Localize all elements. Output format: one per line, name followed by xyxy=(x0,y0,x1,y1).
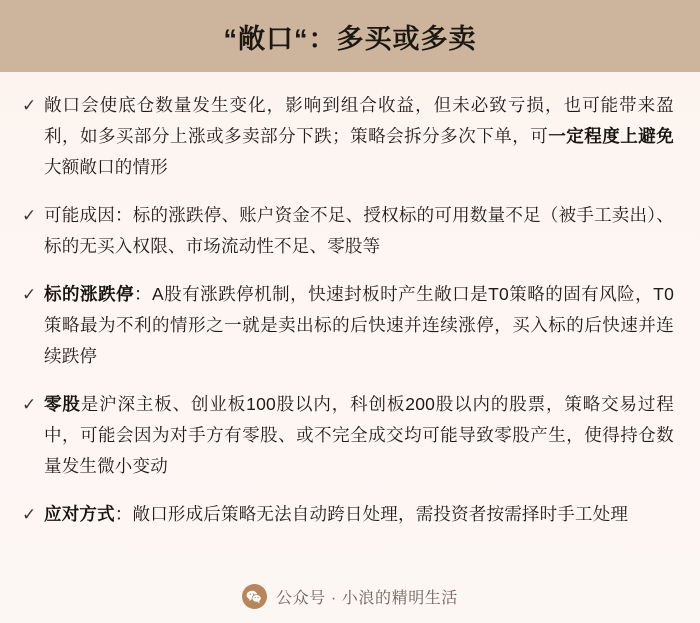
page-title: “敞口“：多买或多卖 xyxy=(223,23,477,54)
list-item xyxy=(22,200,674,262)
footer xyxy=(0,584,700,609)
wechat-icon xyxy=(242,584,267,609)
check-icon: ✓ xyxy=(22,505,37,525)
check-icon: ✓ xyxy=(22,285,37,305)
list-item-text xyxy=(44,389,674,482)
text-segment: 可能成因：标的涨跌停、账户资金不足、授权标的可用数量不足（被手工卖出）、标的无买入权限、市场流动性不足、零股等 xyxy=(44,205,674,256)
list-item xyxy=(22,90,674,183)
list-item xyxy=(22,389,674,482)
list-item-text xyxy=(44,200,674,262)
text-segment: 是沪深主板、创业板100股以内，科创板200股以内的股票，策略交易过程中，可能会因为对手方有零股、或不完全成交均可能导致零股产生，使得持仓数量发生微小变动 xyxy=(44,394,674,476)
check-icon: ✓ xyxy=(22,96,37,116)
title-bar xyxy=(0,0,700,72)
list-item xyxy=(22,499,674,530)
bullet-list xyxy=(0,72,700,530)
list-item-text xyxy=(44,279,674,372)
text-segment: 敞口会使底仓数量发生变化，影响到组合收益，但未必致亏损，也可能带来盈利，如多买部分上涨或多卖部分下跌；策略会拆分多次下单，可 xyxy=(44,95,674,146)
check-icon: ✓ xyxy=(22,395,37,415)
check-icon: ✓ xyxy=(22,206,37,226)
list-item-text xyxy=(44,499,674,530)
list-item-text xyxy=(44,90,674,183)
text-segment: 大额敞口的情形 xyxy=(44,157,168,177)
text-segment-bold: 标的涨跌停 xyxy=(44,284,134,304)
text-segment-bold: 一定程度上避免 xyxy=(548,126,674,146)
text-segment: ：A股有涨跌停机制，快速封板时产生敞口是T0策略的固有风险，T0策略最为不利的情形之一就是卖出标的后快速并连续涨停，买入标的后快速并连续跌停 xyxy=(44,284,674,366)
text-segment: ：敞口形成后策略无法自动跨日处理，需投资者按需择时手工处理 xyxy=(114,504,629,524)
text-segment-bold: 零股 xyxy=(44,394,81,414)
list-item xyxy=(22,279,674,372)
text-segment-bold: 应对方式 xyxy=(44,504,115,524)
footer-text: 公众号 · 小浪的精明生活 xyxy=(275,590,459,607)
